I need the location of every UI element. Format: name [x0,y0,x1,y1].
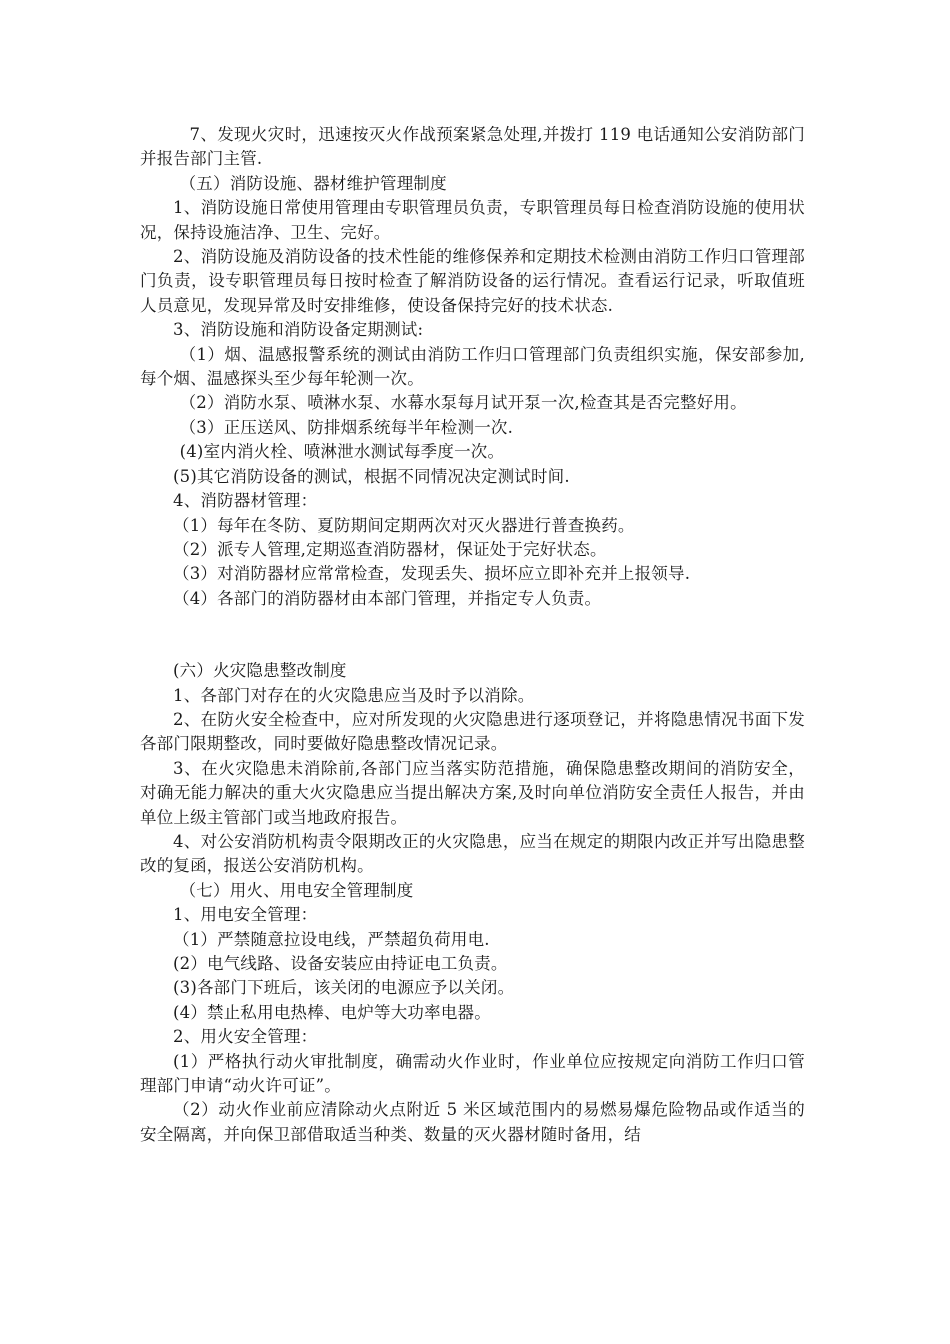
section-heading-5: （五）消防设施、器材维护管理制度 [179,173,447,193]
paragraph-5-4-4: （4）各部门的消防器材由本部门管理，并指定专人负责。 [173,588,602,608]
paragraph-7-1-1: （1）严禁随意拉设电线，严禁超负荷用电. [173,929,490,949]
paragraph-5-4: 4、消防器材管理： [173,491,318,511]
paragraph-5-3-2: （2）消防水泵、喷淋水泵、水幕水泵每月试开泵一次,检查其是否完整好用。 [179,393,747,413]
paragraph-5-1: 1、消防设施日常使用管理由专职管理员负责，专职管理员每日检查消防设施的使用状况，保持设施洁净、卫生、完好。 [140,198,805,242]
paragraph-6-4: 4、对公安消防机构责令限期改正的火灾隐患，应当在规定的期限内改正并写出隐患整改的复函，报送公安消防机构。 [140,831,805,876]
paragraph-5-3-1: （1）烟、温感报警系统的测试由消防工作归口管理部门负责组织实施，保安部参加,每个烟、温感探头至少每年轮测一次。 [140,344,805,389]
paragraph-7-1-3: (3)各部门下班后，该关闭的电源应予以关闭。 [173,978,515,998]
paragraph-5-4-3: （3）对消防器材应常常检查，发现丢失、损坏应立即补充并上报领导. [173,564,691,584]
paragraph-7-2-2: （2）动火作业前应清除动火点附近 5 米区域范围内的易燃易爆危险物品或作适当的安全隔离，并向保卫部借取适当种类、数量的灭火器材随时备用，结 [140,1100,805,1144]
section-spacer [140,611,805,659]
paragraph-5-3-4: (4)室内消火栓、喷淋泄水测试每季度一次。 [179,442,505,462]
document-body [140,123,805,1147]
paragraph-6-3: 3、在火灾隐患未消除前,各部门应当落实防范措施，确保隐患整改期间的消防安全，对确无能力解决的重大火灾隐患应当提出解决方案,及时向单位消防安全责任人报告，并由单位上级主管部门或当地政府报告。 [140,758,805,827]
paragraph-7-2-1: (1）严格执行动火审批制度，确需动火作业时，作业单位应按规定向消防工作归口管理部门申请“动火许可证”。 [140,1051,805,1096]
section-heading-6: (六）火灾隐患整改制度 [173,661,347,681]
paragraph-6-1: 1、各部门对存在的火灾隐患应当及时予以消除。 [173,685,535,705]
paragraph-5-2: 2、消防设施及消防设备的技术性能的维修保养和定期技术检测由消防工作归口管理部门负责，设专职管理员每日按时检查了解消防设备的运行情况。查看运行记录，听取值班人员意见，发现异常及时安排维修，使设备保持完好的技术状态. [140,247,805,315]
paragraph-5-3-3: （3）正压送风、防排烟系统每半年检测一次. [179,417,514,437]
section-heading-7: （七）用火、用电安全管理制度 [179,880,414,900]
paragraph-7-1-2: (2）电气线路、设备安装应由持证电工负责。 [173,954,508,973]
paragraph-5-4-1: （1）每年在冬防、夏防期间定期两次对灭火器进行普查换药。 [173,515,635,535]
paragraph-item-7: 7、发现火灾时，迅速按灭火作战预案紧急处理,并拨打 119 电话通知公安消防部门并报告部门主管. [140,125,805,169]
paragraph-7-1: 1、用电安全管理： [173,905,318,925]
paragraph-5-4-2: （2）派专人管理,定期巡查消防器材，保证处于完好状态。 [173,539,607,559]
paragraph-5-3: 3、消防设施和消防设备定期测试: [173,320,424,340]
paragraph-6-2: 2、在防火安全检查中，应对所发现的火灾隐患进行逐项登记，并将隐患情况书面下发各部门限期整改，同时要做好隐患整改情况记录。 [140,709,805,754]
paragraph-7-2: 2、用火安全管理： [173,1027,318,1047]
paragraph-5-3-5: (5)其它消防设备的测试，根据不同情况决定测试时间. [173,466,570,486]
paragraph-7-1-4: (4）禁止私用电热棒、电炉等大功率电器。 [173,1002,491,1022]
